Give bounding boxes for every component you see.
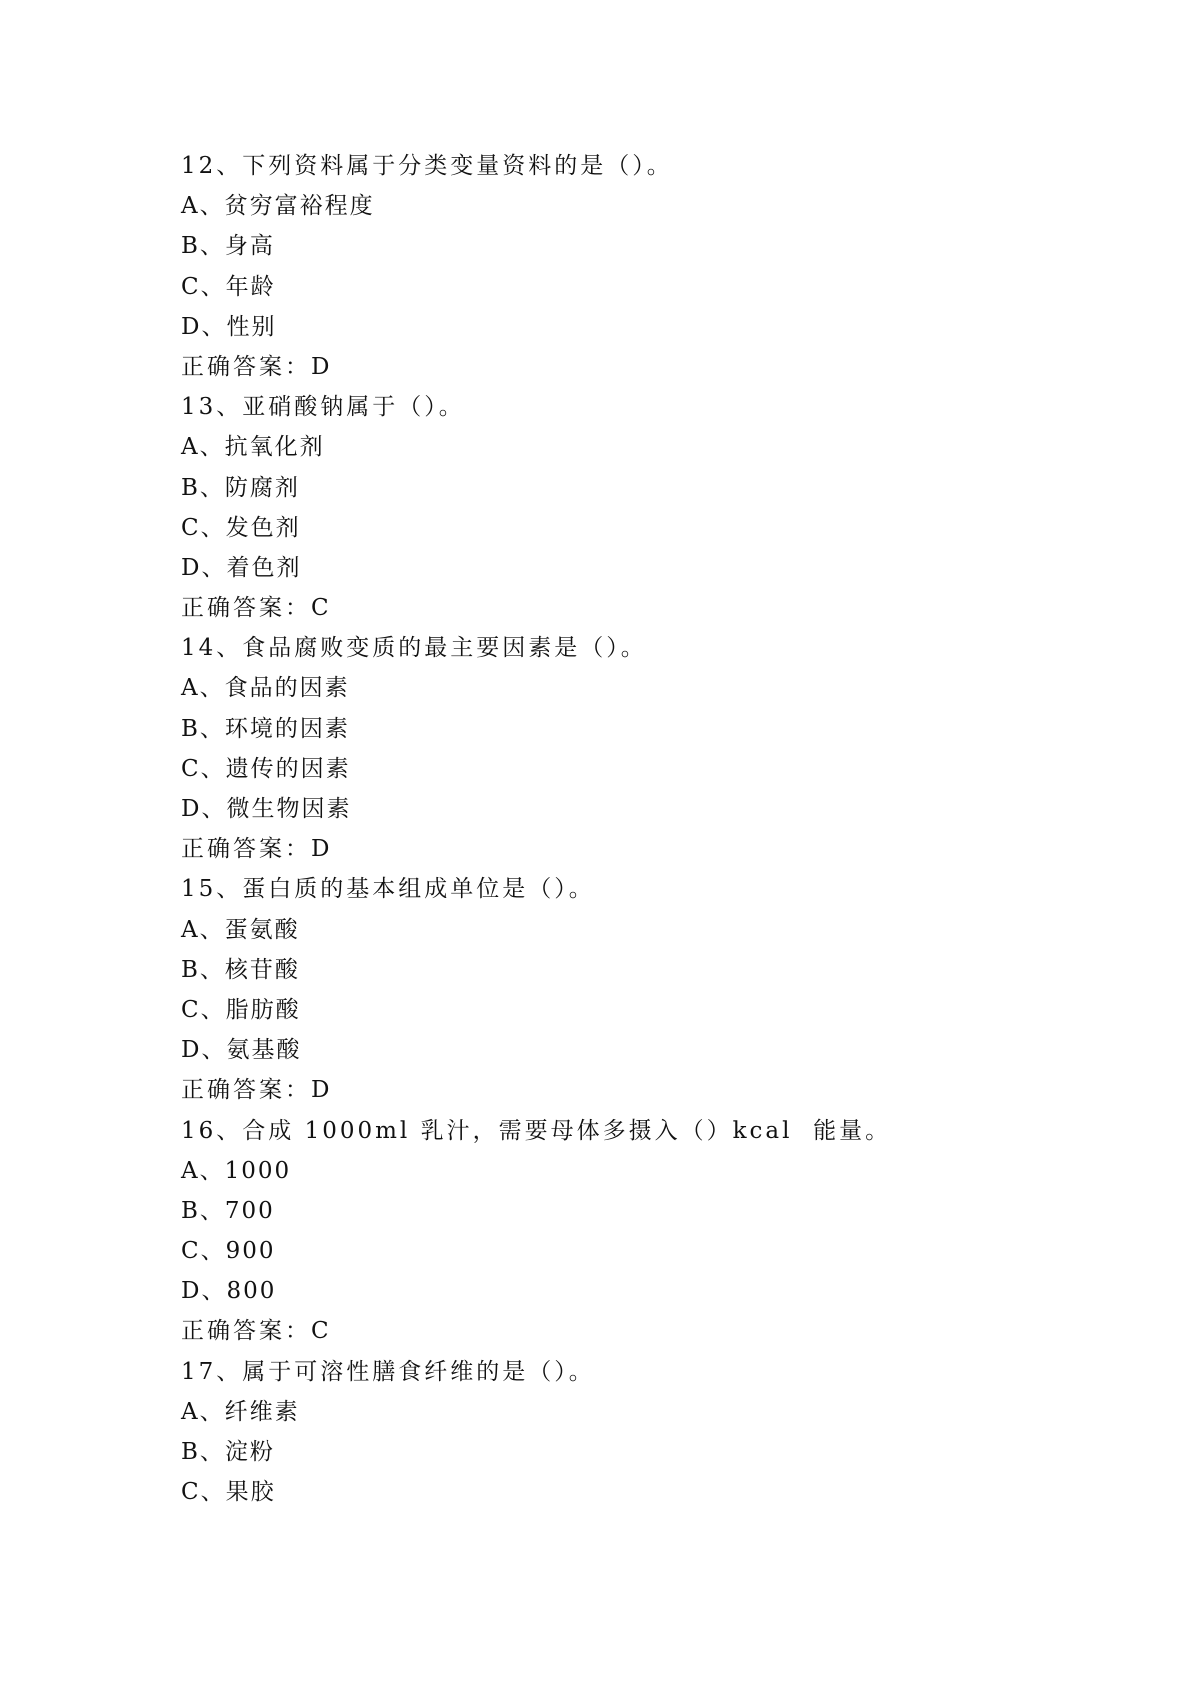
option-item: A、1000 [181, 1157, 292, 1184]
option-item: B、环境的因素 [181, 715, 350, 742]
option-item: C、果胶 [181, 1479, 276, 1506]
question-stem [181, 628, 1081, 668]
correct-answer: 正确答案：C [181, 1318, 332, 1345]
correct-answer: 正确答案：D [181, 836, 333, 863]
option-item: C、遗传的因素 [181, 755, 351, 782]
option-item: D、氨基酸 [181, 1037, 302, 1064]
option-item: B、淀粉 [181, 1439, 275, 1465]
question-stem [181, 1352, 1081, 1392]
question-stem-text: 14、食品腐败变质的最主要因素是（）。 [181, 635, 647, 662]
correct-answer: 正确答案：D [181, 353, 333, 380]
option-item: D、着色剂 [181, 554, 302, 581]
option-item: B、身高 [181, 233, 275, 260]
question-stem-text: 17、属于可溶性膳食纤维的是（）。 [181, 1358, 595, 1385]
question-stem [181, 869, 1081, 909]
option-item: A、蛋氨酸 [181, 916, 300, 943]
question-stem [181, 1111, 1081, 1151]
question-stem-text: 13、亚硝酸钠属于（）。 [181, 394, 465, 421]
option-item: B、防腐剂 [181, 474, 300, 501]
option-item: C、年龄 [181, 273, 276, 300]
option-item: C、900 [181, 1238, 276, 1265]
option-item: C、发色剂 [181, 514, 301, 541]
option-item: D、性别 [181, 313, 277, 340]
option-item: C、脂肪酸 [181, 996, 301, 1023]
correct-answer: 正确答案：C [181, 595, 332, 622]
question-stem-text: 15、蛋白质的基本组成单位是（）。 [181, 876, 595, 903]
question-stem-text: 12、下列资料属于分类变量资料的是（）。 [181, 153, 673, 179]
option-item: A、纤维素 [181, 1398, 300, 1425]
option-item: A、抗氧化剂 [181, 434, 325, 461]
option-item: B、核苷酸 [181, 956, 300, 983]
option-item: B、700 [181, 1197, 275, 1224]
question-stem-text: 16、合成 1000ml 乳汁，需要母体多摄入（）kcal 能量。 [181, 1117, 892, 1144]
question-stem [181, 387, 1081, 427]
option-item: D、800 [181, 1278, 277, 1305]
question-stem [181, 146, 1081, 186]
option-item: A、食品的因素 [181, 675, 350, 702]
option-item: D、微生物因素 [181, 796, 352, 822]
correct-answer: 正确答案：D [181, 1077, 333, 1104]
question-list [181, 146, 1081, 1512]
option-item: A、贫穷富裕程度 [181, 193, 375, 220]
